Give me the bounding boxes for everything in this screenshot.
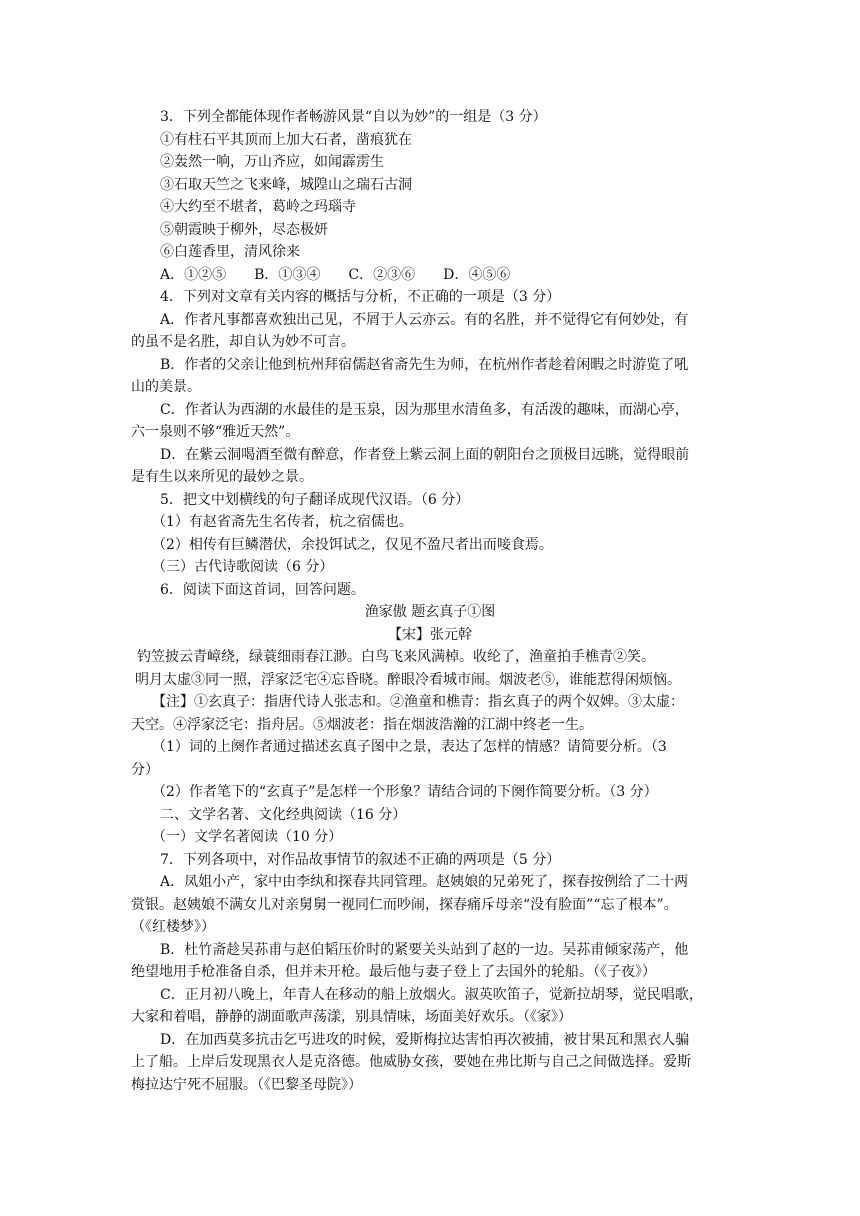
question-4-option-b: B．作者的父亲让他到杭州拜宿儒赵省斋先生为师，在杭州作者趁着闲暇之时游览了吼 [160,357,689,373]
question-5-part-1: （1）有赵省斋先生名传者，杭之宿儒也。 [152,514,413,530]
question-7-option-d-cont: 上了船。上岸后发现黑衣人是克洛德。他威胁女孩，要她在弗比斯与自己之间做选择。爱斯 [131,1054,691,1070]
question-3-stem: 3．下列全都能体现作者畅游风景“自以为妙”的一组是（3 分） [160,109,547,125]
poem-second-stanza: 明月太虚③同一照，浮家泛宅④忘昏晓。醉眼冷看城市闹。烟波老⑤，谁能惹得闲烦恼。 [135,672,681,688]
question-3-choices: A．①②⑤ B．①③④ C．②③⑥ D．④⑤⑥ [160,267,511,283]
poem-notes: 【注】①玄真子：指唐代诗人张志和。②渔童和樵青：指玄真子的两个奴婢。③太虚： [152,694,684,710]
option-2: ②轰然一响，万山齐应，如闻霹雳生 [160,154,384,170]
poem-title: 渔家傲 题玄真子①图 [364,604,496,620]
question-6-part-1-cont: 分） [131,762,159,778]
question-7-option-c: C．正月初八晚上，年青人在移动的船上放烟火。淑英吹笛子，觉新拉胡琴，觉民唱歌， [160,987,703,1003]
question-7-option-a-cont: 赏银。赵姨娘不满女儿对亲舅舅一视同仁而吵闹，探春痛斥母亲“没有脸面”“忘了根本”。 [131,897,678,913]
option-4: ④大约至不堪者，葛岭之玛瑙寺 [160,199,356,215]
question-7-stem: 7．下列各项中，对作品故事情节的叙述不正确的两项是（5 分） [160,852,561,868]
question-7-option-d: D．在加西莫多抗击乞丐进攻的时候，爱斯梅拉达害怕再次被捕，被甘果瓦和黑衣人骗 [160,1032,690,1048]
question-6-stem: 6．阅读下面这首词，回答问题。 [160,582,365,598]
poem-first-stanza: 钓笠披云青嶂绕，绿蓑细雨春江渺。白鸟飞来风满棹。收纶了，渔童拍手樵青②笑。 [137,649,655,665]
question-4-stem: 4．下列对文章有关内容的概括与分析，不正确的一项是（3 分） [160,289,561,305]
question-4-option-c-cont: 六一泉则不够“雅近天然”。 [131,424,300,440]
subsection-heading-classics: （一）文学名著阅读（10 分） [152,829,343,845]
option-6: ⑥白莲香里，清风徐来 [160,244,300,260]
question-7-option-d-end: 梅拉达宁死不屈服。（《巴黎圣母院》） [131,1077,362,1093]
question-4-option-a: A．作者凡事都喜欢独出己见，不屑于人云亦云。有的名胜，并不觉得它有何妙处，有 [160,312,689,328]
question-7-option-a-source: （《红楼梦》） [131,919,215,935]
option-3: ③石取天竺之飞来峰，城隍山之瑞石古洞 [160,177,412,193]
question-4-option-d: D．在紫云洞喝酒至微有醉意，作者登上紫云洞上面的朝阳台之顶极目远眺，觉得眼前 [160,447,690,463]
question-4-option-b-cont: 山的美景。 [131,379,201,395]
question-6-part-1: （1）词的上阕作者通过描述玄真子图中之景，表达了怎样的情感？请简要分析。（3 [152,739,667,755]
question-7-option-b-cont: 绝望地用手枪准备自杀，但并未开枪。最后他与妻子登上了去国外的轮船。（《子夜》） [131,964,656,980]
section-heading-literature: 二、文学名著、文化经典阅读（16 分） [160,807,407,823]
section-heading-poetry: （三）古代诗歌阅读（6 分） [152,559,334,575]
question-4-option-a-cont: 的虽不是名胜，却自认为妙不可言。 [131,334,355,350]
question-7-option-c-cont: 大家和着唱，静静的湖面歌声荡漾，别具情味，场面美好欢乐。（《家》） [131,1009,572,1025]
option-5: ⑤朝霞映于柳外，尽态极妍 [160,222,328,238]
question-7-option-a: A．凤姐小产，家中由李纨和探春共同管理。赵姨娘的兄弟死了，探春按例给了二十两 [160,874,689,890]
question-4-option-d-cont: 是有生以来所见的最妙之景。 [131,469,313,485]
question-4-option-c: C．作者认为西湖的水最佳的是玉泉，因为那里水清鱼多，有活泼的趣味，而湖心亭， [160,402,689,418]
question-5-part-2: （2）相传有巨鳞潜伏，余投饵试之，仅见不盈尺者出而唼食焉。 [152,537,553,553]
option-1: ①有柱石平其顶而上加大石者，凿痕犹在 [160,132,412,148]
question-7-option-b: B．杜竹斋趁吴荪甫与赵伯韬压价时的紧要关头站到了赵的一边。吴荪甫倾家荡产，他 [160,942,689,958]
poem-notes-cont: 天空。④浮家泛宅：指舟居。⑤烟波老：指在烟波浩瀚的江湖中终老一生。 [131,717,593,733]
question-5-stem: 5．把文中划横线的句子翻译成现代汉语。（6 分） [160,492,470,508]
poem-author: 【宋】张元幹 [388,627,472,643]
question-6-part-2: （2）作者笔下的“玄真子”是怎样一个形象？请结合词的下阕作简要分析。（3 分） [152,784,658,800]
